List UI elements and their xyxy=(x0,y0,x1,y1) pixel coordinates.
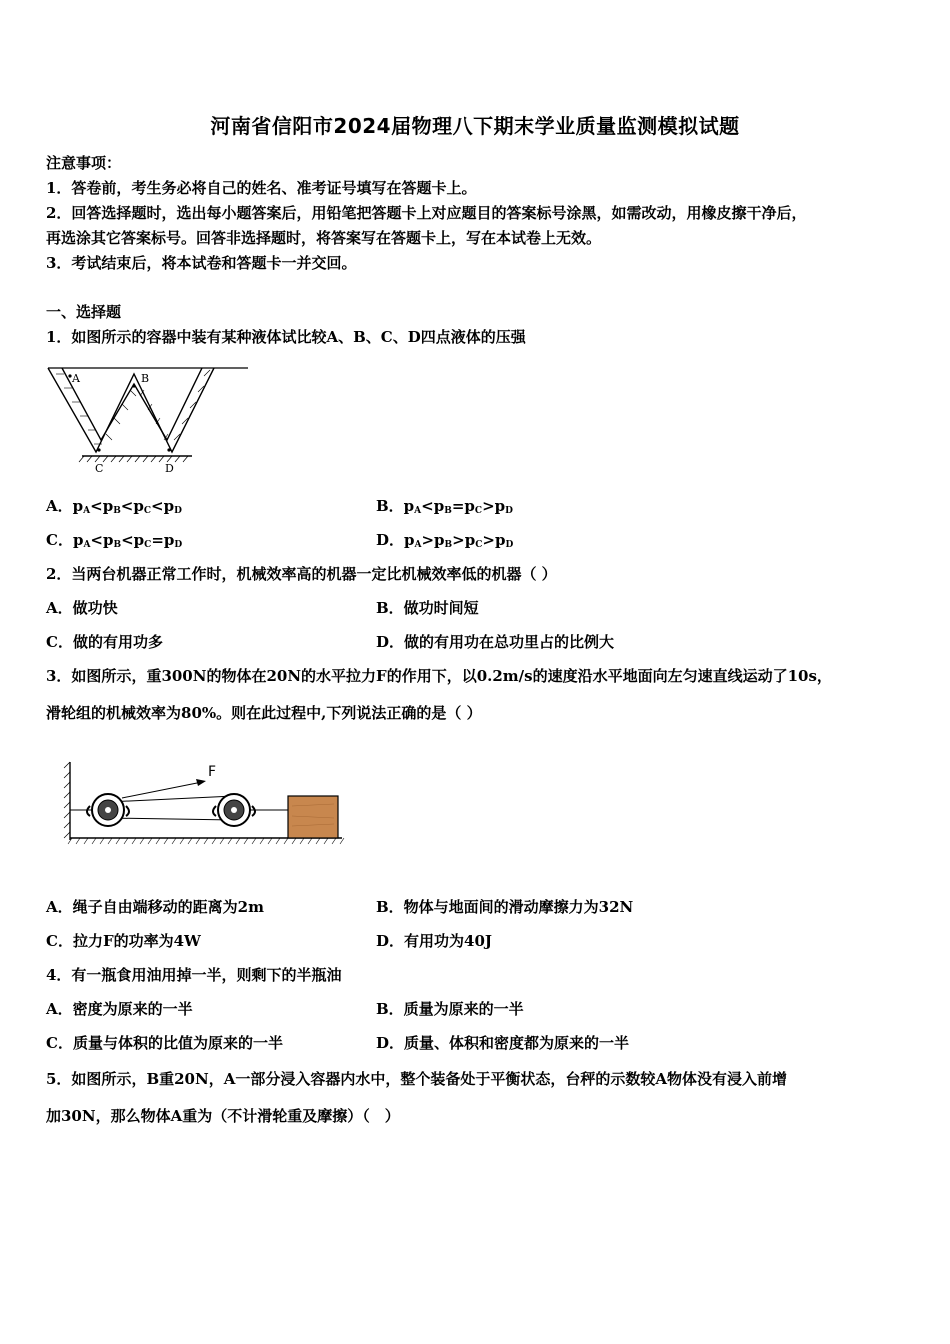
q2-stem: 2．当两台机器正常工作时，机械效率高的机器一定比机械效率低的机器（ ） xyxy=(46,565,557,583)
q5-stem-line1: 5．如图所示，B重20N，A一部分浸入容器内水中，整个装备处于平衡状态，台秤的示数较A物体没有浸入前增 xyxy=(46,1070,787,1088)
q3-option-b: B．物体与地面间的滑动摩擦力为32N xyxy=(376,898,634,916)
q3-option-c: C．拉力F的功率为4W xyxy=(46,932,201,950)
q2-option-d: D．做的有用功在总功里占的比例大 xyxy=(376,633,615,651)
q1-option-b: B．$p_A<p_B=p_C>p_D$ xyxy=(376,497,513,516)
q2-option-c: C．做的有用功多 xyxy=(46,633,163,651)
q1-option-a: A．$p_A<p_B<p_C<p_D$ xyxy=(46,497,182,516)
q2-option-a: A．做功快 xyxy=(46,599,118,617)
fixed-pulley-icon xyxy=(87,794,129,826)
q4-option-b: B．质量为原来的一半 xyxy=(376,1000,524,1018)
section-heading: 一、选择题 xyxy=(46,303,122,321)
q1-option-d: D．$p_A>p_B>p_C>p_D$ xyxy=(376,531,514,550)
q1-option-c: C．$p_A<p_B<p_C=p_D$ xyxy=(46,531,183,550)
q4-option-c: C．质量与体积的比值为原来的一半 xyxy=(46,1034,283,1052)
label-c: C xyxy=(95,462,104,475)
label-a: A xyxy=(72,372,80,385)
q3-stem-line1: 3．如图所示，重300N的物体在20N的水平拉力F的作用下，以0.2m/s的速度沿水平地面向左匀速直线运动了10s， xyxy=(46,667,832,685)
notice-heading: 注意事项： xyxy=(46,154,122,172)
q3-pulley-figure xyxy=(62,758,347,853)
q1-container-figure xyxy=(46,360,251,475)
q4-option-a: A．密度为原来的一半 xyxy=(46,1000,193,1018)
q5-stem-line2: 加30N，那么物体A重为（不计滑轮重及摩擦）（ ） xyxy=(46,1107,400,1125)
q1-stem: 1．如图所示的容器中装有某种液体试比较A、B、C、D四点液体的压强 xyxy=(46,328,526,346)
q4-option-d: D．质量、体积和密度都为原来的一半 xyxy=(376,1034,630,1052)
q3-option-d: D．有用功为40J xyxy=(376,932,492,950)
q3-option-a: A．绳子自由端移动的距离为2m xyxy=(46,898,264,916)
label-f: F xyxy=(208,764,217,780)
q4-stem: 4．有一瓶食用油用掉一半，则剩下的半瓶油 xyxy=(46,966,342,984)
notice-item-2-cont: 再选涂其它答案标号。回答非选择题时，将答案写在答题卡上，写在本试卷上无效。 xyxy=(46,229,602,247)
q2-option-b: B．做功时间短 xyxy=(376,599,479,617)
q3-stem-line2: 滑轮组的机械效率为80%。则在此过程中,下列说法正确的是（ ） xyxy=(46,704,482,722)
label-b: B xyxy=(141,372,150,385)
movable-pulley-icon xyxy=(213,794,255,826)
page-title: 河南省信阳市2024届物理八下期末学业质量监测模拟试题 xyxy=(210,114,740,138)
notice-item-2: 2．回答选择题时，选出每小题答案后，用铅笔把答题卡上对应题目的答案标号涂黑，如需改动，用橡皮擦干净后， xyxy=(46,204,807,222)
label-d: D xyxy=(165,462,174,475)
notice-item-1: 1．答卷前，考生务必将自己的姓名、准考证号填写在答题卡上。 xyxy=(46,179,477,197)
notice-item-3: 3．考试结束后，将本试卷和答题卡一并交回。 xyxy=(46,254,357,272)
